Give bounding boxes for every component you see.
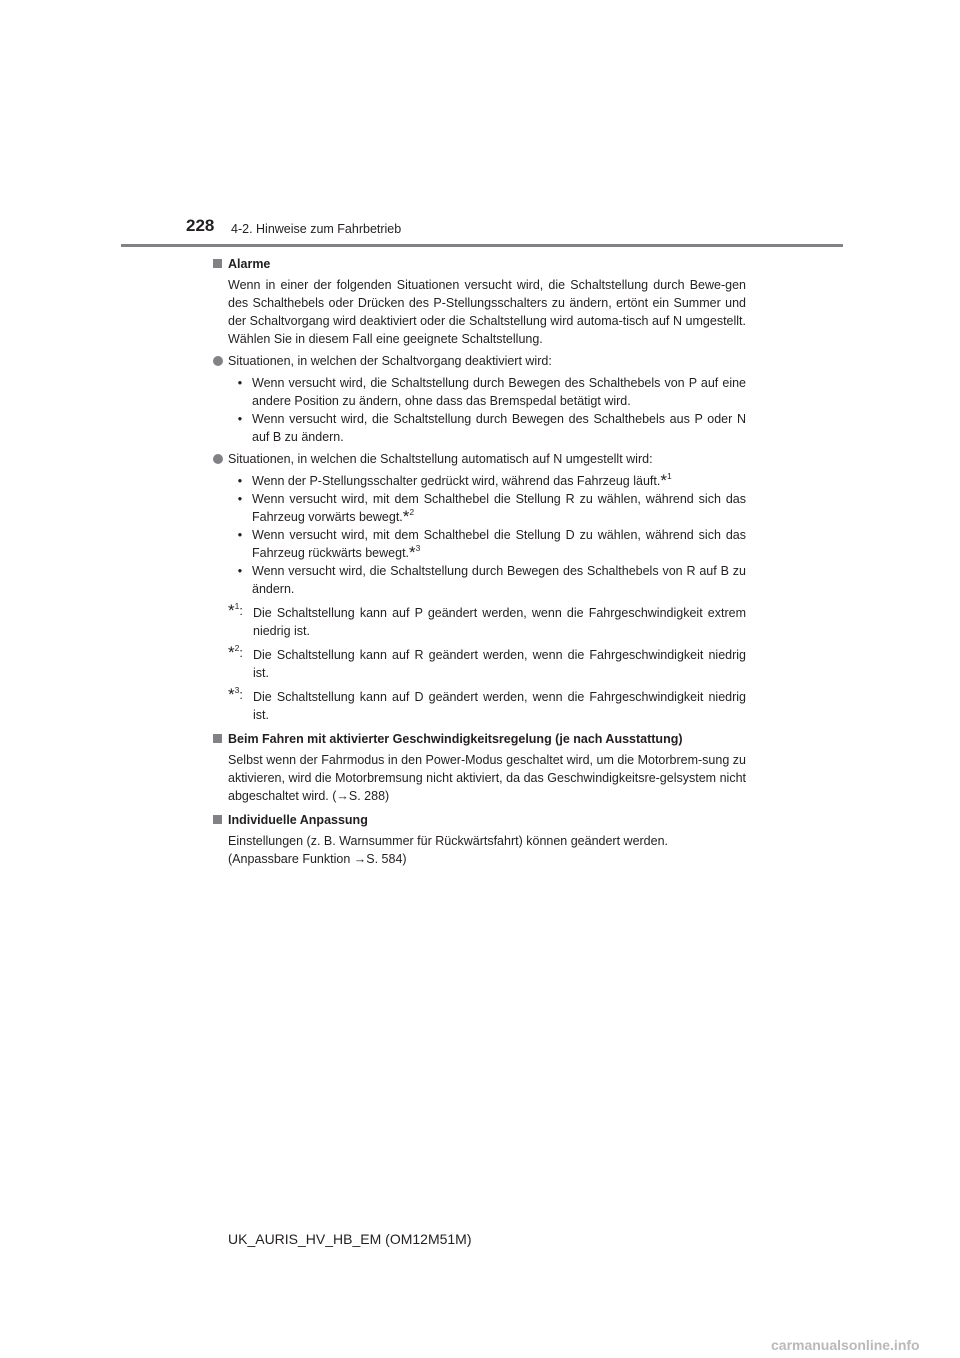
watermark: carmanualsonline.info [771,1337,920,1353]
section-title: 4-2. Hinweise zum Fahrbetrieb [231,222,402,236]
footnote-text: Die Schaltstellung kann auf R geändert werden, wenn die Fahrgeschwindigkeit niedrig ist. [253,648,746,680]
bullet-dot-icon: • [237,528,243,542]
subheading-text: Situationen, in welchen die Schaltstellung automatisch auf N umgestellt wird: [228,452,653,466]
footnote-1 [213,601,746,640]
footnote-star-icon: * [228,685,235,704]
list-item: • Wenn versucht wird, mit dem Schalthebel die Stellung R zu wählen, während sich das Fahrzeug vorwärts bewegt.*$^2$ [228,490,746,526]
subheading-auto-neutral [213,450,746,468]
list-item: • Wenn versucht wird, die Schaltstellung durch Bewegen des Schalthebels von R auf B zu ändern. [228,562,746,598]
bullet-dot-icon: • [237,474,243,488]
heading-text: Individuelle Anpassung [228,813,368,827]
bullet-dot-icon: • [237,492,243,506]
circle-bullet-icon [213,356,223,366]
footnote-marker: *$^1$: [228,601,243,620]
list-item: • Wenn versucht wird, mit dem Schalthebel die Stellung D zu wählen, während sich das Fahrzeug rückwärts bewegt.*$^3$ [228,526,746,562]
footnote-star-icon: * [660,471,667,490]
footnote-ref: 3 [415,543,421,553]
footer-model-code: UK_AURIS_HV_HB_EM (OM12M51M) [228,1231,472,1247]
footnote-text: Die Schaltstellung kann auf D geändert werden, wenn die Fahrgeschwindigkeit niedrig ist. [253,690,746,722]
square-bullet-icon [213,734,222,743]
list-item: • Wenn der P-Stellungsschalter gedrückt wird, während das Fahrzeug läuft.*$^1$ [228,472,746,490]
header-rule [121,244,843,247]
footnote-marker: *$^2$: [228,643,243,662]
circle-bullet-icon [213,454,223,464]
square-bullet-icon [213,259,222,268]
heading-cruise-control [213,730,746,748]
heading-customization [213,811,746,829]
footnote-star-icon: * [409,543,416,562]
heading-text: Alarme [228,257,271,271]
footnote-star-icon: * [402,507,410,526]
subheading-text: Situationen, in welchen der Schaltvorgang deaktiviert wird: [228,354,552,368]
square-bullet-icon [213,815,222,824]
alarme-intro: Wenn in einer der folgenden Situationen versucht wird, die Schaltstellung durch Bewe-gen des Schalthebels oder Drücken des P-Stellungsschalters zu ändern, ertönt ein Summer und der Schaltvorgang wird deaktiviert oder die Schaltstellung wird automa-tisch auf N umgestellt. Wählen Sie in diesem Fall eine geeignete Schaltstellung. [228,278,746,346]
list-auto-neutral [228,472,746,598]
page-header [0,0,960,250]
heading-text: Beim Fahren mit aktivierter Geschwindigkeitsregelung (je nach Ausstattung) [228,732,683,746]
footnote-ref: 2 [409,507,415,517]
page-content [213,252,746,868]
subheading-deactivated [213,352,746,370]
custom-line-2: (Anpassbare Funktion →S. 584) [228,852,407,866]
footnote-text: Die Schaltstellung kann auf P geändert werden, wenn die Fahrgeschwindigkeit extrem niedrig ist. [253,606,746,638]
footnote-3 [213,685,746,724]
bullet-dot-icon: • [237,412,243,426]
list-item: • Wenn versucht wird, die Schaltstellung durch Bewegen des Schalthebels aus P oder N auf B zu ändern. [228,410,746,446]
footnote-2 [213,643,746,682]
bullet-dot-icon: • [237,376,243,390]
footnote-marker: *$^3$: [228,685,243,704]
bullet-dot-icon: • [237,564,243,578]
page-number: 228 [186,216,215,235]
heading-alarme [213,255,746,273]
footnote-ref: 1 [666,471,672,481]
list-item: • Wenn versucht wird, die Schaltstellung durch Bewegen des Schalthebels von P auf eine andere Position zu ändern, ohne dass das Bremspedal betätigt wird. [228,374,746,410]
cruise-text: Selbst wenn der Fahrmodus in den Power-Modus geschaltet wird, um die Motorbrem-sung zu aktivieren, wird die Motorbremsung nicht aktiviert, da das Geschwindigkeitsre-gelsystem nicht abgeschaltet wird. (→S. 288) [228,753,746,803]
list-deactivated [228,374,746,446]
custom-line-1: Einstellungen (z. B. Warnsummer für Rückwärtsfahrt) können geändert werden. [228,834,669,848]
footnote-star-icon: * [228,643,235,662]
footnote-star-icon: * [228,601,235,620]
